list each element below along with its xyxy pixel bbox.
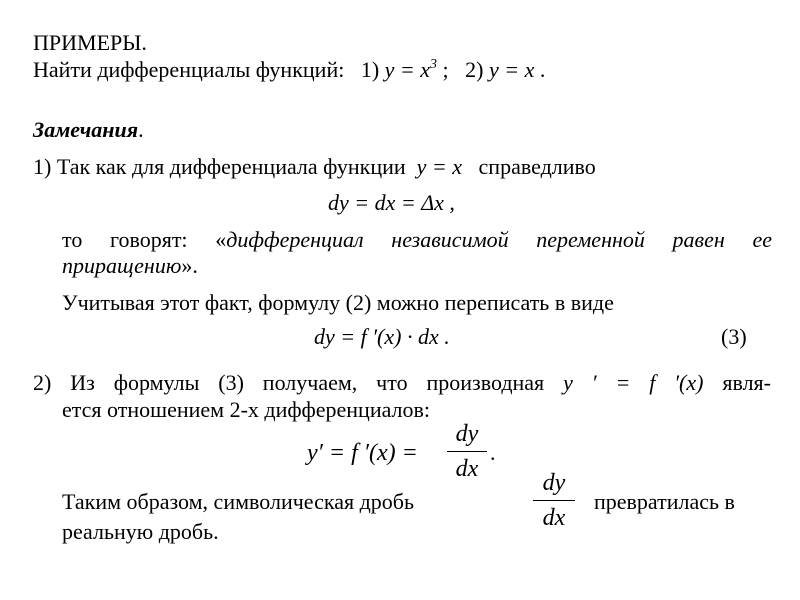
function-1-number: 1) <box>360 57 380 82</box>
function-2-number: 2) <box>465 57 484 82</box>
remark-1-paragraph-2: Учитывая этот факт, формулу (2) можно переписать в виде <box>62 290 614 315</box>
remarks-heading <box>33 117 144 143</box>
page-title: ПРИМЕРЫ. <box>33 30 147 55</box>
fraction-bar <box>447 451 487 452</box>
function-2-end: . <box>539 57 546 82</box>
formula-3-number: (3) <box>721 324 747 349</box>
remark-1-paragraph-plain: то говорят: « <box>62 227 227 252</box>
conclusion-part-2: превратилась в <box>594 489 735 514</box>
remarks-heading-dot: . <box>138 117 144 142</box>
remark-1-paragraph-close: ». <box>181 253 198 278</box>
inline-fraction-bar <box>533 500 575 501</box>
formula-derivative-lhs: y′ = f ′(x) = <box>307 440 418 466</box>
fraction-numerator: dy <box>455 421 479 447</box>
fraction-dy-dx-inline <box>531 469 577 532</box>
function-2-expression: y = x <box>489 57 535 82</box>
task-text: Найти дифференциалы функций: <box>33 57 345 82</box>
remark-1-paragraph <box>62 227 772 279</box>
formula-3: dy = f ′(x) · dx . <box>314 324 450 349</box>
fraction-dy-dx <box>445 420 489 483</box>
function-1-exponent: 3 <box>430 56 438 72</box>
remarks-heading-text: Замечания <box>33 117 139 142</box>
remark-2-expression: y ′ = f ′(x) <box>563 370 704 395</box>
formula-derivative-end: . <box>490 440 496 465</box>
remark-1-text: 1) Так как для дифференциала функции <box>33 154 406 179</box>
conclusion-line-2: реальную дробь. <box>62 519 219 544</box>
remark-2-tail: явля- <box>722 370 771 395</box>
task-line <box>33 57 545 83</box>
fraction-denominator: dx <box>455 456 479 482</box>
function-separator: ; <box>442 57 449 82</box>
remark-2-line-1 <box>33 370 771 396</box>
inline-fraction-denominator: dx <box>542 505 566 531</box>
function-1-base: y = x <box>384 57 431 82</box>
remark-1-line <box>33 154 596 180</box>
conclusion-part-1: Таким образом, символическая дробь <box>62 489 415 514</box>
remark-1-expression: y = x <box>416 154 463 179</box>
inline-fraction-numerator: dy <box>542 470 566 496</box>
remark-2-line-2: ется отношением 2-х дифференциалов: <box>62 397 431 422</box>
remark-2-text: 2) Из формулы (3) получаем, что производная <box>33 370 545 395</box>
formula-differential: dy = dx = Δx , <box>328 190 455 215</box>
remark-1-paragraph-italic: дифференциал независимой переменной равен ее приращению <box>62 227 772 278</box>
remark-1-tail: справедливо <box>478 154 596 179</box>
